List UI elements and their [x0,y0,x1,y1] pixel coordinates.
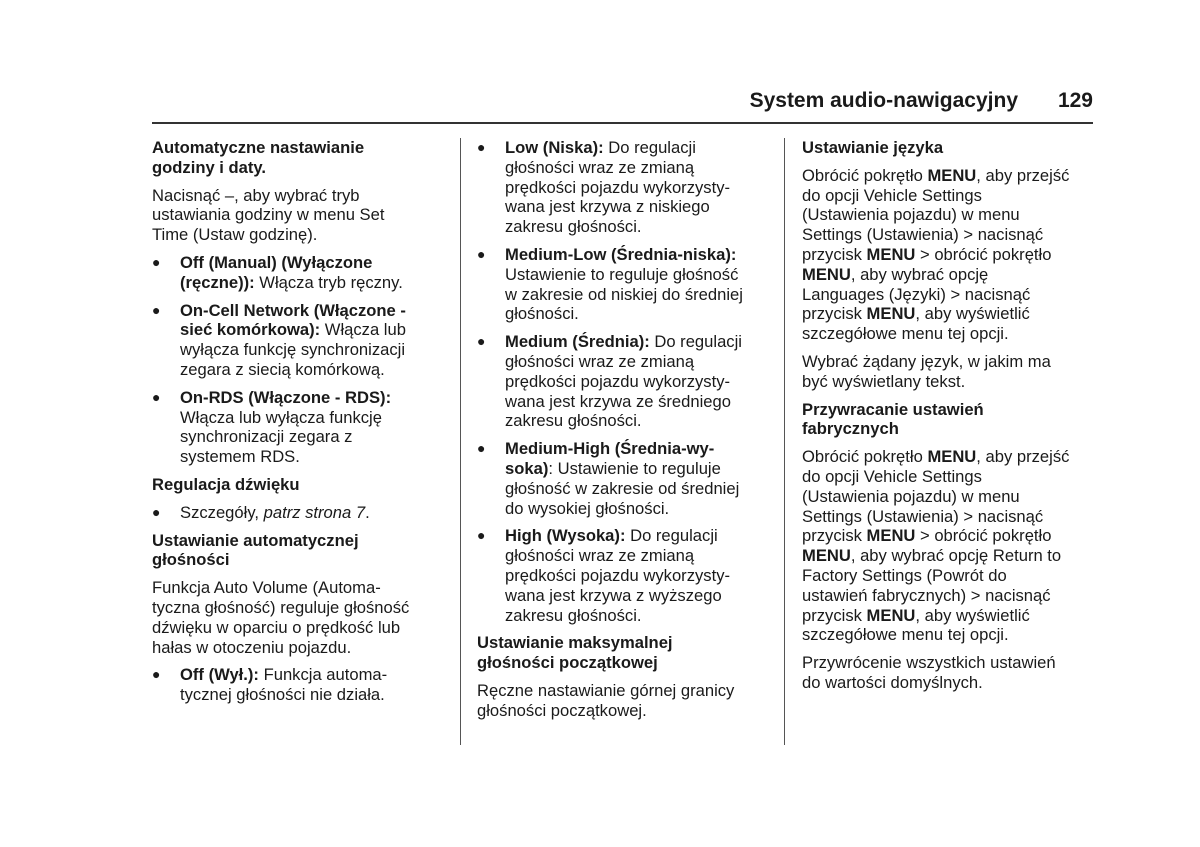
list-item-details: ● Szczegóły, patrz strona 7. [152,502,370,522]
bullet-icon: ● [152,301,161,318]
column-right [802,138,1094,701]
bullet-icon: ● [152,388,161,405]
bullet-icon: ● [152,503,161,520]
paragraph-max-start-volume: Ręczne nastawianie górnej granicy głośności początkowej. [477,680,735,720]
bullet-icon: ● [477,527,486,544]
bullet-icon: ● [477,139,486,155]
list-item-high: ● High (Wysoka): Do regulacji głośności wraz ze zmianą prędkości pojazdu wykorzysty- wana jest krzywa z wyższego zakresu głośności. [477,526,731,625]
bullet-icon: ● [152,253,161,270]
list-item-medium-low: ● Medium-Low (Średnia-niska): Ustawienie to reguluje głośność w zakresie od niskiej do średniej głośności. [477,244,743,324]
column-middle [477,138,767,729]
list-item-medium-high: ● Medium-High (Średnia-wy- soka): Ustawienie to reguluje głośność w zakresie od średniej do wysokiej głośności. [477,439,740,518]
paragraph-auto-volume: Funkcja Auto Volume (Automa- tyczna głośność) reguluje głośność dźwięku w oparciu o prędkość lub hałas w otoczeniu pojazdu. [152,578,410,657]
list-item-medium: ● Medium (Średnia): Do regulacji głośności wraz ze zmianą prędkości pojazdu wykorzysty- wana jest krzywa ze średniego zakresu głośności. [477,332,742,431]
page-reference-link[interactable]: patrz strona 7 [263,502,366,522]
bullet-icon: ● [477,333,486,350]
header-rule [152,122,1093,124]
column-left [152,138,442,713]
heading-max-start-volume: Ustawianie maksymalnej głośności początkowej [477,633,673,673]
bullet-icon: ● [477,440,486,457]
paragraph-reset-result: Przywrócenie wszystkich ustawień do wartości domyślnych. [802,653,1056,692]
list-item-low: ● Low (Niska): Do regulacji głośności wraz ze zmianą prędkości pojazdu wykorzysty- wana jest krzywa z niskiego zakresu głośności. [477,138,731,237]
list-item-on-cell-network: ● On-Cell Network (Włączone - sieć komórkowa): Włącza lub wyłącza funkcję synchronizacji zegara z siecią komórkową. [152,300,406,379]
heading-factory-reset: Przywracanie ustawień fabrycznych [802,399,984,439]
paragraph-language-steps: Obrócić pokrętło MENU, aby przejść do opcji Vehicle Settings (Ustawienia pojazdu) w menu Settings (Ustawienia) > nacisnąć przycisk MENU > obrócić pokrętło MENU, aby wybrać opcję Languages (Języki) > nacisnąć przycisk MENU, aby wyświetlić szczegółowe menu tej opcji. [802,165,1070,344]
heading-sound-adjust: Regulacja dźwięku [152,474,300,494]
paragraph-set-time: Nacisnąć –, aby wybrać tryb ustawiania godziny w menu Set Time (Ustaw godzinę). [152,185,385,245]
column-divider [784,138,785,745]
heading-auto-time: Automatyczne nastawianie godziny i daty. [152,138,365,177]
list-item-off-manual: ● Off (Manual) (Wyłączone (ręczne)): Włącza tryb ręczny. [152,252,403,292]
column-divider [460,138,461,745]
page-number: 129 [1057,89,1093,112]
heading-auto-volume: Ustawianie automatycznej głośności [152,530,359,570]
paragraph-choose-language: Wybrać żądany język, w jakim ma być wyświetlany tekst. [802,351,1051,391]
bullet-icon: ● [477,245,486,262]
section-title: System audio-nawigacyjny [749,89,1018,112]
list-item-on-rds: ● On-RDS (Włączone - RDS): Włącza lub wyłącza funkcję synchronizacji zegara z systemem RDS. [152,387,392,467]
list-item-off: ● Off (Wył.): Funkcja automa- tycznej głośności nie działa. [152,665,388,705]
heading-language: Ustawianie języka [802,138,944,157]
page-header [152,89,1093,123]
bullet-icon: ● [152,666,161,683]
paragraph-factory-reset-steps: Obrócić pokrętło MENU, aby przejść do opcji Vehicle Settings (Ustawienia pojazdu) w menu Settings (Ustawienia) > nacisnąć przycisk MENU > obrócić pokrętło MENU, aby wybrać opcję Return to Factory Settings (Powrót do ustawień fabrycznych) > nacisnąć przycisk MENU, aby wyświetlić szczegółowe menu tej opcji. [802,447,1070,645]
